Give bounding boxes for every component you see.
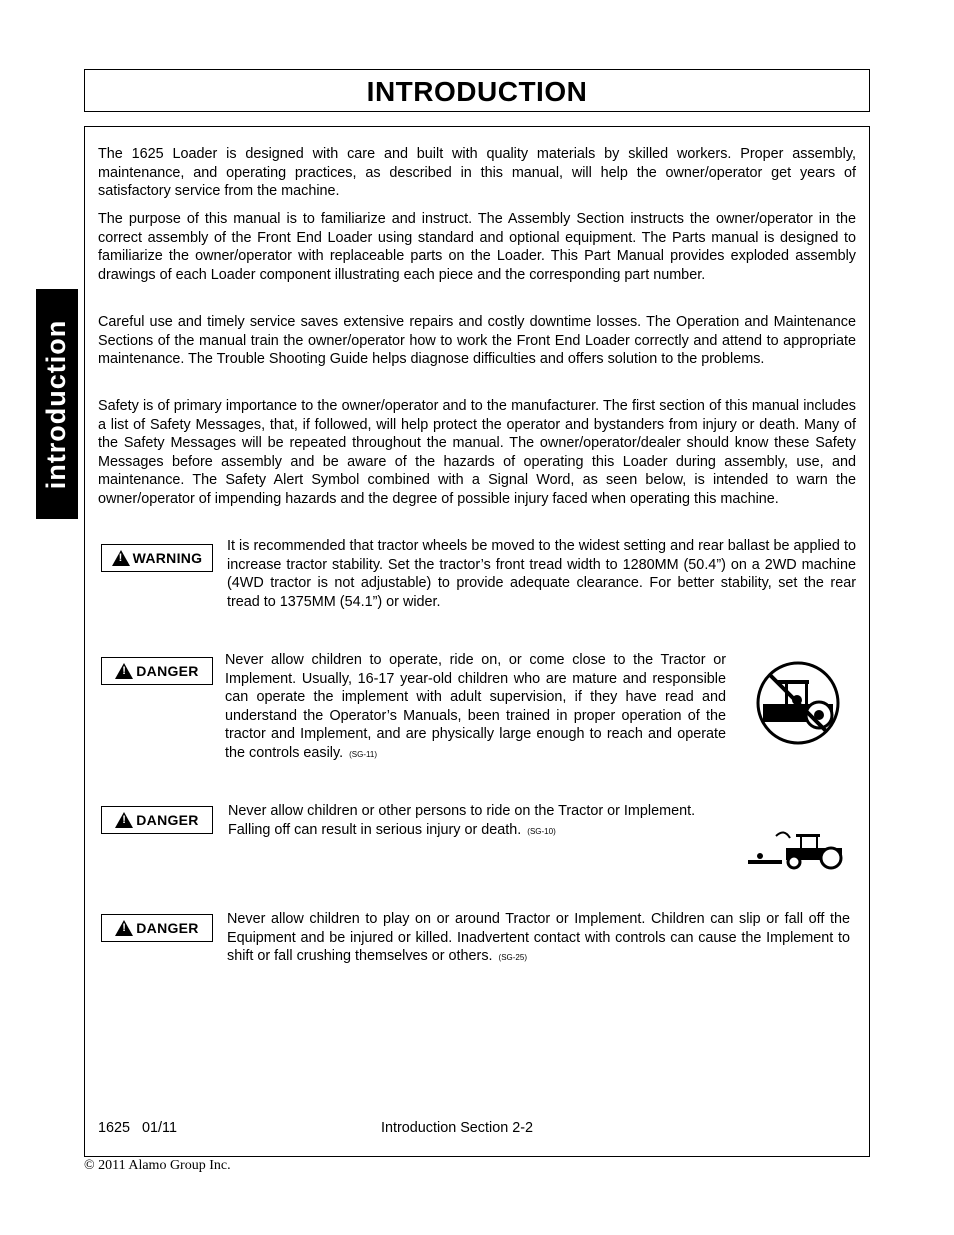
- warning-signal-box: [101, 544, 213, 572]
- signal-word: DANGER: [136, 920, 199, 936]
- footer-date: 01/11: [142, 1120, 177, 1136]
- signal-word: DANGER: [136, 812, 199, 828]
- danger-text: Never allow children to operate, ride on, or come close to the Tractor or Implement. Usually, 16-17 year-old children who are mature and responsible can operate the implement with adult supervision, if they have read and understand the Operator’s Manuals, been trained in proper operation of the tractor and Implement, and are physically large enough to reach and operate the controls easily.: [225, 652, 726, 761]
- danger-message: [225, 651, 726, 765]
- safety-code: (SG-25): [498, 953, 527, 963]
- safety-code: (SG-10): [527, 826, 556, 836]
- safety-alert-icon: [115, 920, 133, 936]
- danger-message: [227, 910, 850, 968]
- copyright: © 2011 Alamo Group Inc.: [84, 1158, 231, 1173]
- safety-code: (SG-11): [349, 749, 377, 759]
- footer-model: 1625: [98, 1120, 131, 1136]
- warning-text: It is recommended that tractor wheels be moved to the widest setting and rear ballast be applied to increase tractor stability. Set the tractor’s front tread width to 1280MM (50.4”) on a 2WD machine (4WD tractor is not adjustable) to provide adequate clearance. For better stability, set the rear tread to 1375MM (54.1”) or wider.: [227, 538, 856, 610]
- side-tab-label: introduction: [41, 319, 72, 489]
- danger-text: Never allow children or other persons to ride on the Tractor or Implement. Falling off can result in serious injury or death.: [228, 803, 696, 838]
- danger-message: [228, 802, 738, 841]
- tractor-rider-fall-icon: [746, 826, 844, 870]
- section-side-tab: [36, 289, 78, 519]
- page-title: INTRODUCTION: [366, 76, 588, 107]
- intro-paragraph-2: The purpose of this manual is to familiarize and instruct. The Assembly Section instructs the owner/operator in the correct assembly of the Front End Loader using standard and optional equipment. The Parts manual is designed to familiarize the owner/operator with replaceable parts on the Loader. This Part Manual provides exploded assembly drawings of each Loader component illustrating each piece and the corresponding part number.: [98, 211, 856, 283]
- safety-alert-icon: [115, 663, 133, 679]
- intro-paragraph-1: The 1625 Loader is designed with care and built with quality materials by skilled workers. Proper assembly, maintenance, and operating practices, as described in this manual, will help the owner/operator get years of satisfactory service from the machine.: [98, 146, 856, 200]
- safety-alert-icon: [112, 550, 130, 566]
- warning-message: [227, 537, 856, 611]
- intro-paragraph-3: Careful use and timely service saves extensive repairs and costly downtime losses. The Operation and Maintenance Sections of the manual train the owner/operator how to work the Front End Loader correctly and attend to appropriate maintenance. The Trouble Shooting Guide helps diagnose difficulties and offers solution to the problems.: [98, 314, 856, 368]
- no-children-tractor-icon: [755, 660, 841, 746]
- danger-signal-box: [101, 657, 213, 685]
- footer-section: Introduction Section 2-2: [381, 1120, 533, 1136]
- page-title-box: [84, 69, 870, 112]
- signal-word: DANGER: [136, 663, 199, 679]
- footer-model-date: [98, 1120, 177, 1136]
- danger-signal-box: [101, 806, 213, 834]
- danger-text: Never allow children to play on or around Tractor or Implement. Children can slip or fall off the Equipment and be injured or killed. Inadvertent contact with controls can cause the Implement to shift or fall crushing themselves or others.: [227, 911, 850, 965]
- safety-alert-icon: [115, 812, 133, 828]
- danger-signal-box: [101, 914, 213, 942]
- signal-word: WARNING: [132, 550, 203, 566]
- intro-paragraph-4: Safety is of primary importance to the owner/operator and to the manufacturer. The first section of this manual includes a list of Safety Messages, that, if followed, will help protect the operator and bystanders from injury or death. Many of the Safety Messages will be repeated throughout the manual. The owner/operator/dealer should know these Safety Messages before assembly and be aware of the hazards of operating this Loader during assembly, use, and maintenance. The Safety Alert Symbol combined with a Signal Word, as seen below, is intended to warn the owner/operator of impending hazards and the degree of possible injury faced when operating this machine.: [98, 398, 856, 507]
